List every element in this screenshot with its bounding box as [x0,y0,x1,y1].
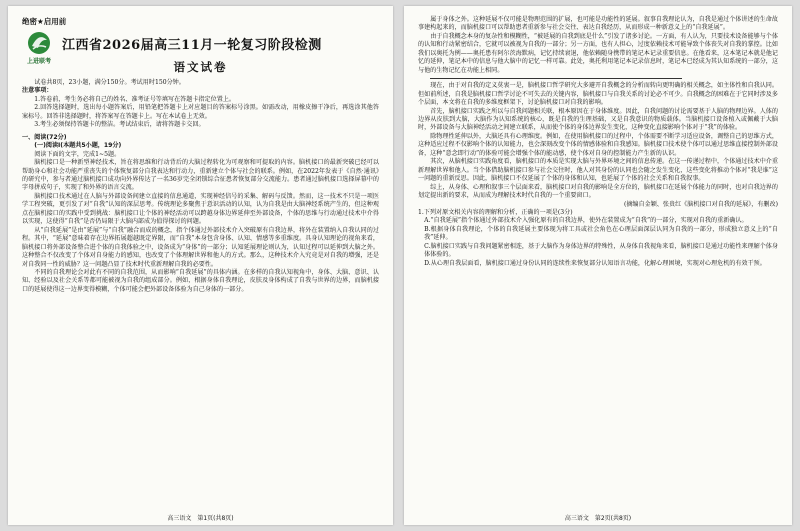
passage-paragraph: 首先，脑机接口实践之所以与自我问题相关联，根本原因在于身体维度。因此，自我问题的讨论需要基于人脑的物理边界。人体的边界从皮肤到大脑，大脑作为认知系统的核心，既是自我的生理基础，又是自我意识的物质载体。当脑机接口设备植入或佩戴于大脑时，外部设备与大脑神经活动之间建立联系，从而使个体的身体边界发生变化，这种变化直接影响个体对于“我”的体验。 [418,107,778,132]
option-c: C.脑机接口实践与自我问题紧密相连，基于大脑作为身体边界的特殊性，从身体自我视角来看，脑机接口是通过功能性来理解个体身体体验的。 [424,242,778,259]
passage-paragraph: 脑机接口技术通过在人脑与外部设备间建立直接的信息通道，实现神经信号的采集、解码与反馈。然而，这一技术不只是一项医学工程突破，更引发了对“自我”认知的深层思考。传统理论多聚焦于意识活动的认知，认为自我是由大脑神经系统产生的，但这种观点在脑机接口的实践中受到挑战：脑机接口让个体的神经活动可以跨越身体边界延伸至外部设备，个体的思维与行动通过技术中介得以实现，这使得“自我”是否仍局限于大脑内部成为值得探讨的问题。 [22,192,379,226]
page-footer: 高三语文 第1页(共8页) [167,515,234,522]
exam-page-1 [8,6,393,525]
passage-paragraph: 除物理性延伸以外，大脑还具有心理维度。例如，在使用脑机接口的过程中，个体需要不断学习适应设备，调整自己的思维方式，这种适应过程不仅影响个体的认知能力，也会深刻改变个体的情感体验和自我感知。脑机接口技术使个体可以通过思维直接控制外部设备，这种“意念即行动”的体验可能会增强个体的能动感，使个体对自身的控制能力产生新的认识。 [418,132,778,157]
passage-source: (摘编自金颖、张贵红《脑机接口对自我的延展》，有删改) [623,200,778,208]
passage-paragraph: 综上，从身体、心理和叙事三个层面来看，脑机接口对自我的影响是全方位的，脑机接口在延展个体能力的同时，也对自我边界的划定提出新的要求，从而成为理解技术时代自我的一个重要窗口。 [418,183,778,200]
option-b: B.根据身体自我理论，个体的自我延展主要体现为将工具或社会角色在心理层面深层认同为自我的一部分，形成独立意义上的“自我”延伸。 [424,225,778,242]
subject-title: 语文试卷 [173,60,228,74]
passage-paragraph: 其次，从脑机接口实践角度看，脑机接口的本质是实现大脑与外界环境之间的信息传递。在这一传递过程中，个体通过技术中介重新理解世界和他人。当个体借助脑机接口参与社会交往时，他人对其身份的认同也会随之发生变化，这些变化将推动个体对“我是谁”这一问题的重新反思。因此，脑机接口不仅延展了个体的身体和认知，也延展了个体的社会关系和自我叙事。 [418,158,778,183]
notice-item: 2.回答选择题时，选出每小题答案后，用铅笔把答题卡上对应题目的答案标号涂黑。如需改动，用橡皮擦干净后，再选涂其他答案标号。回答非选择题时，将答案写在答题卡上。写在本试卷上无效。 [22,104,379,120]
exam-page-2 [404,6,792,525]
page1-body [22,79,379,294]
passage-paragraph: 不同的自我理论会对此有不同的自我范围，从而影响“自我延展”的具体内涵。在多样的自我认知视角中，身体、大脑、意识、认知、经验以及社会关系等都可能被视为自我的组成部分。例如，根据身体自我理论，皮肤及身体构成了自我与世界的边界，而脑机接口的延展使得这一边界变得模糊，个体可能会把外部设备体验为自己身体的一部分。 [22,268,379,293]
notice-title: 注意事项： [22,87,53,95]
logo-text: 上进联考 [26,58,51,65]
section-heading: 一、阅读(72分) [22,133,67,141]
secret-note: 绝密★启用前 [22,17,67,26]
passage-paragraph: 从“自我延展”是由“延展”与“自我”融合而成的概念，指个体通过外部技术介入突破原有自我边界，将外在装置纳入自我认同的过程。其中，“延展”意味着存在边界拓展超越既定界限，而“自我”本身包含身体、认知、情感等多重维度。具身认知理论的视角来看，脑机接口将外部设备整合进个体的自我体验之中，设备成为“身体”的一部分；认知延展理论则认为，认知过程可以延伸到大脑之外。这种整合不仅改变了个体对自身能力的感知，也改变了个体理解世界和他人的方式。那么，这种技术介入究竟是对自我的增强，还是对自我同一性的威胁？这一问题凸显了技术时代重新理解自我的必要性。 [22,226,379,268]
subsection-heading: (一)阅读Ⅰ(本题共5小题，19分) [34,142,122,150]
option-a: A.“自我延展”指个体通过外部技术介入强化原有的自我边界，使外在装置成为“自我”的一部分，实现对自我的重新确认。 [424,217,748,225]
notice-item: 3.考生必须保持答题卡的整洁。考试结束后，请将答题卡交回。 [34,121,205,129]
answer-line [430,78,682,79]
logo-icon [24,30,54,56]
reading-instruction: 阅读下面的文字，完成1~5题。 [34,150,121,158]
passage-paragraph: 脑机接口是一种新型神经技术，旨在将思维和行动背后的大脑过程转化为可观察和可提取的内容。脑机接口的最新突破已经可以帮助身心和社会功能严重丧失的个体恢复部分自我表达和行动力，重新建立个体与社会的联系。例如，在2022年发表于《自然·通讯》的研究中，参与者通过脑机接口成功向外界传达了一名36岁完全闭锁综合征患者恢复部分交流能力。患者通过脑机接口选择屏幕中的字母拼成句子，实现了和外界的语言交流。 [22,159,379,192]
page2-body [418,16,778,268]
page-footer: 高三语文 第2页(共8页) [564,515,632,522]
exam-intro: 试卷共8页，23小题，满分150分。考试用时150分钟。 [34,79,185,86]
passage-paragraph: 现在，由于对自我的定义莫衷一是，脑机接口哲学研究大多避开自我概念的分析而转向更明确的相关概念，如主体性和自我认同。但如前所述，自我是脑机接口哲学讨论不可失去的关键内容，脑机接口与自我关系的讨论必不可少。自我概念的困难在于它同时涉及多个层面，本文将在自我的多维度框架下，讨论脑机接口对自我的影响。 [418,82,778,107]
passage-paragraph: 由于自我概念本身的复杂性和模糊性，“被延展的自我到底是什么”引发了诸多讨论。一方面，有人认为，只要技术设备能够与个体的认知和行动紧密结合，它就可以被视为自我的一部分；另一方面，也有人担心，过度依赖技术可能导致个体丧失对自我的掌控。比如我们以奥托为例——奥托患有阿尔茨海默病，记忆持续衰退，他依赖随身携带的笔记本记录重要信息。在他看来，这本笔记本就是他记忆的延伸，笔记本中的信息与他大脑中的记忆一样可靠。此处，奥托利用笔记本记录信息时，笔记本已经成为其认知系统的一部分，这与他的生物记忆在功能上相同。 [418,32,778,74]
notice-item: 1.答卷前，考生务必将自己的姓名、准考证号等填写在答题卡指定位置上。 [34,95,236,103]
option-d: D.从心理自我层面看，脑机接口通过身份认同的连续性来恢复部分认知语言功能，化解心理困境，实现对心理危机的有效干预。 [424,259,766,267]
question-stem: 1.下列对原文相关内容的理解和分析，正确的一项是(3分) [418,208,573,216]
exam-title: 江西省2026届高三11月一轮复习阶段检测 [62,38,322,53]
passage-paragraph: 属于身体之外。这种延展不仅可能是物理范围的扩展，也可能是功能性的延展。叙事自我理论认为，自我是通过个体讲述的生命故事建构起来的，而脑机接口可以帮助患者重新参与社会交往、表达自我经历，从而形成一种新意义上的“自我延展”。 [418,16,778,32]
